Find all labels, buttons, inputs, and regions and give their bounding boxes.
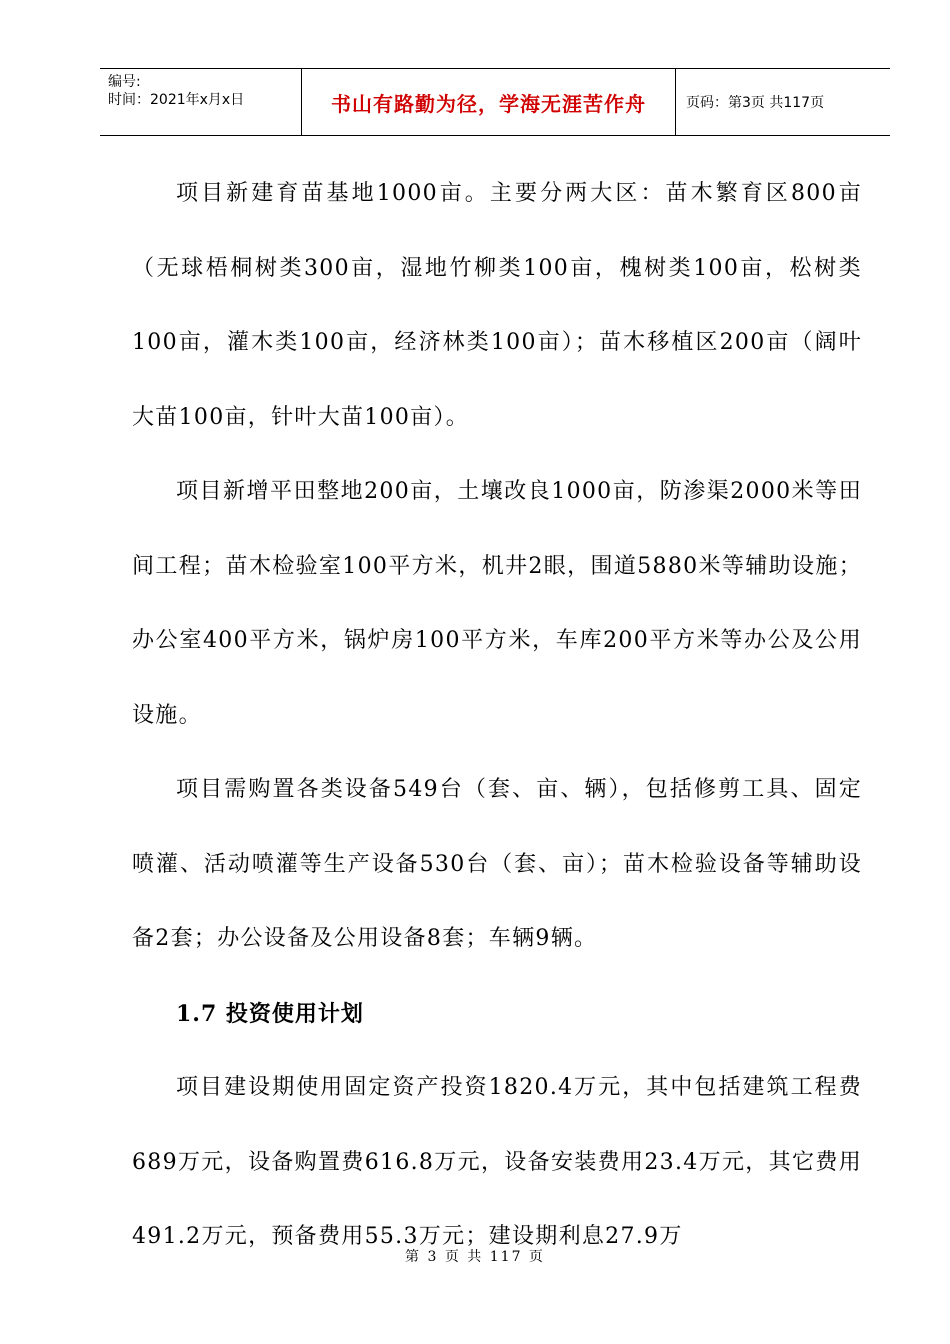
paragraph-investment: 项目建设期使用固定资产投资1820.4万元，其中包括建筑工程费689万元，设备购置费616.8万元，设备安装费用23.4万元，其它费用491.2万元，预备费用55.3万元；建设期利息27.9万	[132, 1075, 862, 1249]
header-slogan: 书山有路勤为径，学海无涯苦作舟	[302, 69, 676, 135]
section-heading: 1.7 投资使用计划	[176, 1000, 364, 1027]
paragraph-nursery-base: 项目新建育苗基地1000亩。主要分两大区：苗木繁育区800亩（无球梧桐树类300亩，湿地竹柳类100亩，槐树类100亩，松树类100亩，灌木类100亩，经济林类100亩）；苗木移植区200亩（阔叶大苗100亩，针叶大苗100亩）。	[132, 181, 862, 430]
document-number-label: 编号:	[108, 74, 141, 90]
header-page-info: 页码：第3页 共117页	[686, 95, 825, 111]
header-meta	[100, 69, 302, 135]
paragraph-equipment: 项目需购置各类设备549台（套、亩、辆），包括修剪工具、固定喷灌、活动喷灌等生产设备530台（套、亩）；苗木检验设备等辅助设备2套；办公设备及公用设备8套；车辆9辆。	[132, 777, 862, 951]
document-body	[132, 157, 862, 1275]
paragraph-field-engineering: 项目新增平田整地200亩，土壤改良1000亩，防渗渠2000米等田间工程；苗木检验室100平方米，机井2眼，围道5880米等辅助设施；办公室400平方米，锅炉房100平方米，车库200平方米等办公及公用设施。	[132, 479, 862, 728]
page-footer: 第 3 页 共 117 页	[405, 1249, 545, 1265]
page-header	[100, 68, 890, 136]
document-time-label: 时间：2021年x月x日	[108, 92, 245, 108]
